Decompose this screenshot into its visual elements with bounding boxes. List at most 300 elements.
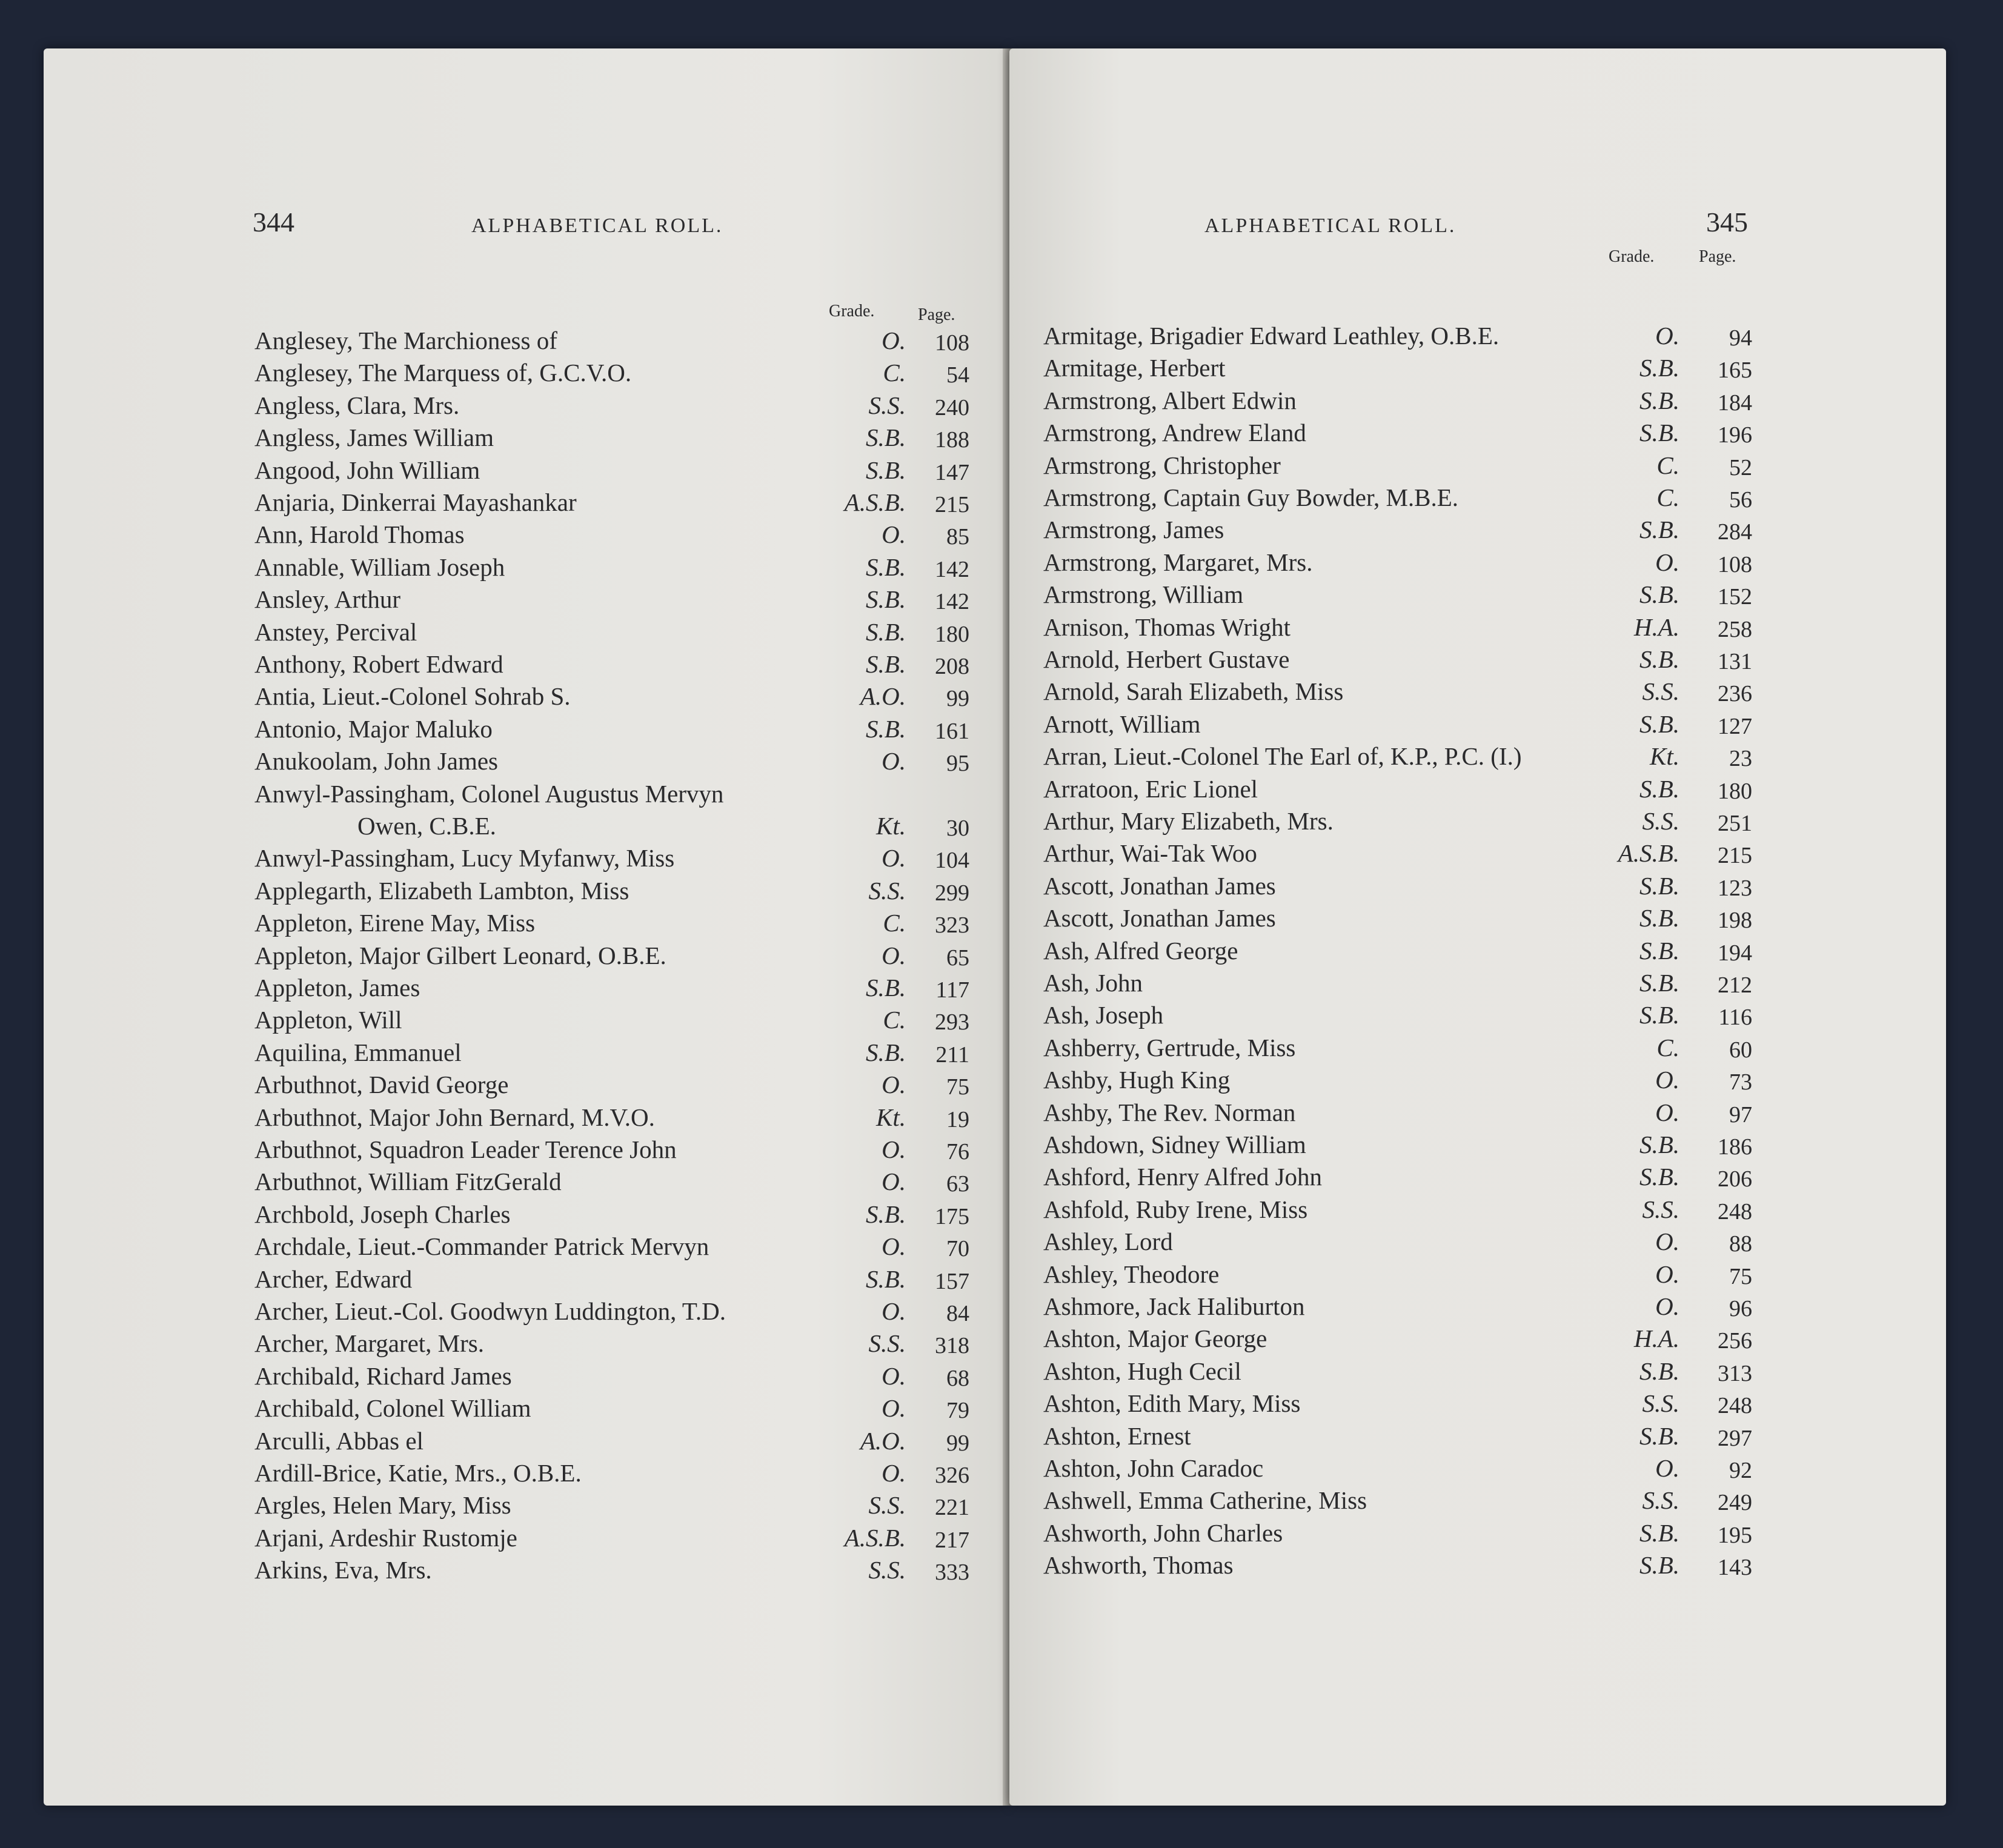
entry-name: Aquilina, Emmanuel: [254, 1038, 462, 1066]
list-item: [1043, 418, 1752, 450]
entry-page: 211: [935, 1042, 969, 1068]
entry-name: Arbuthnot, Squadron Leader Terence John: [254, 1135, 677, 1163]
entry-name: Ashton, John Caradoc: [1043, 1454, 1264, 1482]
entry-name: Ascott, Jonathan James: [1043, 904, 1276, 932]
entry-grade: H.A.: [1633, 1325, 1679, 1353]
entry-grade: S.B.: [1639, 1421, 1679, 1450]
list-item: [1043, 353, 1752, 385]
entry-page: 326: [935, 1463, 969, 1488]
entry-grade: O.: [882, 1071, 906, 1099]
entry-grade: S.B.: [1639, 580, 1679, 609]
entry-page: 196: [1718, 422, 1752, 448]
list-item: [254, 650, 969, 682]
entry-name: Ansley, Arthur: [254, 585, 401, 614]
entry-page: 142: [935, 589, 969, 615]
entry-name: Anthony, Robert Edward: [254, 650, 503, 678]
entry-grade: O.: [882, 747, 906, 776]
entry-name: Ashley, Lord: [1043, 1228, 1173, 1256]
entry-name: Arnison, Thomas Wright: [1043, 613, 1290, 641]
list-item: [254, 876, 969, 908]
entry-name: Armstrong, Andrew Eland: [1043, 419, 1306, 447]
entry-page: 143: [1718, 1555, 1752, 1581]
entry-page: 180: [1718, 778, 1752, 804]
entry-name: Ashton, Hugh Cecil: [1043, 1357, 1241, 1385]
entry-page: 99: [946, 686, 969, 712]
list-item: [254, 358, 969, 390]
entry-page: 194: [1718, 940, 1752, 966]
list-item: [1043, 548, 1752, 580]
entry-grade: A.O.: [860, 682, 906, 711]
entry-grade: S.S.: [868, 391, 906, 419]
entry-grade: O.: [1655, 1292, 1679, 1320]
entry-name: Archer, Edward: [254, 1265, 413, 1293]
list-item: [254, 1491, 969, 1523]
list-item: [1043, 1033, 1752, 1065]
list-item: [1043, 1098, 1752, 1130]
left-header: [44, 207, 1008, 247]
entry-grade: S.B.: [1639, 904, 1679, 932]
entry-grade: S.B.: [1639, 516, 1679, 544]
entry-page: 60: [1729, 1037, 1752, 1063]
entry-name: Ashford, Henry Alfred John: [1043, 1163, 1323, 1191]
entry-grade: C.: [883, 909, 906, 937]
entry-grade: S.B.: [865, 1038, 906, 1066]
entry-name: Archibald, Richard James: [254, 1361, 512, 1390]
right-page: [1009, 48, 1946, 1806]
list-item: [1043, 1260, 1752, 1292]
entry-grade: O.: [882, 941, 906, 969]
list-item: [1043, 515, 1752, 547]
entry-name: Anglesey, The Marchioness of: [254, 327, 557, 354]
list-item: [254, 1458, 969, 1491]
entry-grade: S.B.: [865, 553, 906, 581]
entry-page: 147: [935, 459, 969, 485]
entry-grade: S.S.: [1642, 807, 1679, 835]
list-item: [254, 553, 969, 585]
list-item: [1043, 1389, 1752, 1421]
list-item: [254, 1555, 969, 1587]
entry-page: 297: [1718, 1425, 1752, 1451]
entry-page: 152: [1718, 584, 1752, 610]
entry-grade: C.: [1656, 484, 1679, 511]
entry-page: 123: [1718, 875, 1752, 901]
list-item: [254, 908, 969, 940]
entry-grade: A.S.B.: [844, 1523, 906, 1552]
entry-grade: Kt.: [876, 812, 906, 840]
entry-name: Antia, Lieut.-Colonel Sohrab S.: [254, 682, 571, 711]
entry-grade: Kt.: [876, 1103, 906, 1131]
running-head: ALPHABETICAL ROLL.: [1204, 214, 1457, 237]
entry-grade: S.S.: [1642, 1195, 1679, 1223]
entry-grade: S.S.: [1642, 1486, 1679, 1515]
entry-page: 180: [935, 621, 969, 647]
entry-grade: S.B.: [1639, 645, 1679, 673]
entry-name: Armstrong, Margaret, Mrs.: [1043, 548, 1313, 576]
entry-grade: S.S.: [1642, 1389, 1679, 1418]
entry-grade: O.: [882, 844, 906, 872]
entry-name: Ash, Alfred George: [1043, 936, 1238, 965]
entry-page: 215: [935, 492, 969, 517]
page-column-header: Page.: [918, 305, 955, 324]
entry-name: Arbuthnot, Major John Bernard, M.V.O.: [254, 1103, 655, 1131]
entry-grade: S.B.: [865, 617, 906, 646]
list-item: [1043, 1486, 1752, 1518]
list-item: [1043, 321, 1752, 353]
list-item: [1043, 580, 1752, 612]
entry-grade: S.S.: [868, 1329, 906, 1358]
entry-grade: Kt.: [1650, 742, 1679, 771]
entry-page: 208: [935, 654, 969, 679]
list-item: [1043, 1551, 1752, 1583]
running-head: ALPHABETICAL ROLL.: [471, 214, 723, 237]
entry-page: 184: [1718, 390, 1752, 416]
list-item: [1043, 386, 1752, 418]
entry-name: Ashby, The Rev. Norman: [1043, 1098, 1296, 1126]
entry-grade: S.B.: [865, 714, 906, 743]
entry-grade: O.: [1655, 548, 1679, 576]
list-item: [254, 941, 969, 973]
entry-page: 95: [946, 751, 969, 777]
entry-name: Anjaria, Dinkerrai Mayashankar: [254, 488, 577, 516]
entry-name: Ashworth, Thomas: [1043, 1551, 1234, 1580]
entry-grade: S.B.: [865, 974, 906, 1002]
entry-page: 54: [946, 362, 969, 388]
list-item: [1043, 903, 1752, 936]
list-item: [254, 1103, 969, 1135]
entry-page: 258: [1718, 616, 1752, 642]
entry-grade: O.: [882, 1232, 906, 1261]
entry-grade: S.B.: [1639, 1131, 1679, 1158]
entry-name: Ardill-Brice, Katie, Mrs., O.B.E.: [254, 1459, 582, 1487]
entry-page: 65: [946, 945, 969, 971]
entry-name: Appleton, Major Gilbert Leonard, O.B.E.: [254, 941, 666, 969]
entry-grade: O.: [882, 1361, 906, 1390]
entry-grade: O.: [1655, 1066, 1679, 1094]
list-item: [1043, 483, 1752, 515]
entry-page: 217: [935, 1527, 969, 1553]
entry-grade: A.S.B.: [1618, 839, 1679, 868]
entry-name: Anwyl-Passingham, Colonel Augustus Mervyn: [254, 779, 724, 808]
list-item: [254, 1005, 969, 1037]
entry-page: 221: [935, 1495, 969, 1521]
entry-grade: A.S.B.: [844, 488, 906, 516]
entry-grade: S.B.: [1639, 1551, 1679, 1580]
list-item: [254, 488, 969, 520]
entry-grade: S.S.: [1642, 677, 1679, 706]
page-column-header: Page.: [1699, 247, 1736, 266]
list-item: [254, 456, 969, 488]
entry-grade: S.B.: [865, 456, 906, 484]
entry-grade: S.B.: [865, 585, 906, 614]
list-item: [1043, 871, 1752, 903]
entry-page: 195: [1718, 1522, 1752, 1548]
entry-page: 240: [935, 394, 969, 420]
entry-grade: S.B.: [1639, 1357, 1679, 1385]
grade-column-header: Grade.: [829, 302, 875, 321]
list-item: [254, 1135, 969, 1167]
list-item: [254, 973, 969, 1005]
entry-page: 299: [935, 880, 969, 906]
entry-name: Arran, Lieut.-Colonel The Earl of, K.P., P.C. (I.): [1043, 742, 1522, 771]
entry-page: 127: [1718, 713, 1752, 739]
entry-page: 92: [1729, 1458, 1752, 1483]
entry-page: 85: [946, 524, 969, 550]
entry-name: Angood, John William: [254, 456, 480, 484]
entry-name: Appleton, James: [254, 974, 420, 1002]
entry-name: Arbuthnot, David George: [254, 1071, 509, 1099]
entry-page: 165: [1718, 357, 1752, 384]
entry-name: Angless, James William: [254, 424, 494, 452]
entry-grade: O.: [882, 1459, 906, 1487]
list-item: [1043, 1000, 1752, 1032]
list-item: [254, 1070, 969, 1102]
entry-page: 52: [1729, 454, 1752, 480]
list-item: [1043, 645, 1752, 677]
list-item: [254, 391, 969, 423]
entry-page: 131: [1718, 649, 1752, 674]
entry-grade: H.A.: [1633, 613, 1679, 641]
entry-name: Applegarth, Elizabeth Lambton, Miss: [254, 876, 629, 905]
left-page: [44, 48, 1008, 1806]
entry-name: Arculli, Abbas el: [254, 1426, 424, 1455]
entry-grade: S.B.: [1639, 419, 1679, 447]
entry-name: Angless, Clara, Mrs.: [254, 391, 460, 419]
entry-page: 68: [946, 1365, 969, 1391]
list-item: [254, 779, 969, 811]
entry-name: Arbuthnot, William FitzGerald: [254, 1168, 562, 1196]
entry-page: 73: [1729, 1069, 1752, 1095]
entry-grade: A.O.: [860, 1426, 906, 1455]
entry-grade: O.: [1655, 1228, 1679, 1256]
list-item: [1043, 968, 1752, 1000]
entry-grade: O.: [882, 520, 906, 549]
entry-grade: S.S.: [868, 876, 906, 905]
entry-page: 142: [935, 556, 969, 582]
entry-grade: O.: [1655, 1260, 1679, 1288]
entry-name: Ashfold, Ruby Irene, Miss: [1043, 1195, 1308, 1223]
right-header: [1009, 207, 1946, 247]
entry-page: 188: [935, 427, 969, 453]
list-item: [254, 520, 969, 552]
entry-name: Archbold, Joseph Charles: [254, 1200, 511, 1228]
entry-page: 76: [946, 1139, 969, 1165]
entry-name: Armstrong, William: [1043, 580, 1244, 609]
entry-page: 236: [1718, 681, 1752, 707]
entry-name: Armitage, Brigadier Edward Leathley, O.B.E.: [1043, 322, 1500, 350]
list-item: [1043, 1162, 1752, 1194]
entry-page: 175: [935, 1203, 969, 1229]
entry-name: Argles, Helen Mary, Miss: [254, 1491, 511, 1520]
entry-name: Archer, Margaret, Mrs.: [254, 1329, 484, 1358]
entry-page: 333: [935, 1560, 969, 1586]
entry-page: 56: [1729, 487, 1752, 513]
list-item: [254, 1523, 969, 1555]
entry-grade: S.B.: [865, 1200, 906, 1228]
entry-page: 249: [1718, 1490, 1752, 1516]
list-item: [254, 423, 969, 455]
list-item: [1043, 710, 1752, 742]
entry-grade: C.: [883, 359, 906, 387]
entry-grade: S.B.: [1639, 936, 1679, 965]
list-item: [254, 1361, 969, 1394]
entry-name: Archibald, Colonel William: [254, 1394, 531, 1423]
entry-page: 313: [1718, 1360, 1752, 1386]
entry-page: 63: [946, 1171, 969, 1197]
entry-name: Ashwell, Emma Catherine, Miss: [1043, 1486, 1367, 1515]
list-item: [254, 811, 969, 843]
entry-grade: S.B.: [1639, 710, 1679, 738]
list-item: [254, 1394, 969, 1426]
entry-page: 104: [935, 848, 969, 874]
entry-name: Ascott, Jonathan James: [1043, 871, 1276, 900]
entry-grade: O.: [1655, 1098, 1679, 1126]
entry-grade: O.: [1655, 322, 1679, 350]
entry-grade: S.B.: [1639, 1518, 1679, 1547]
entry-page: 99: [946, 1430, 969, 1456]
entry-page: 108: [1718, 551, 1752, 577]
list-item: [254, 746, 969, 779]
entry-page: 256: [1718, 1328, 1752, 1354]
entry-name: Anukoolam, John James: [254, 747, 498, 776]
page-number: 345: [1706, 207, 1748, 238]
list-item: [254, 1038, 969, 1070]
entry-grade: O.: [882, 1135, 906, 1163]
entry-page: 88: [1729, 1231, 1752, 1257]
entry-name: Ashmore, Jack Haliburton: [1043, 1292, 1305, 1320]
list-item: [1043, 774, 1752, 806]
entry-name: Arthur, Mary Elizabeth, Mrs.: [1043, 807, 1334, 835]
entry-grade: O.: [882, 327, 906, 354]
entry-name: Ashberry, Gertrude, Miss: [1043, 1033, 1296, 1062]
entry-name: Arkins, Eva, Mrs.: [254, 1556, 432, 1584]
list-item: [1043, 1065, 1752, 1097]
list-item: [254, 1426, 969, 1458]
entry-page: 206: [1718, 1166, 1752, 1192]
entry-grade: S.B.: [1639, 386, 1679, 414]
list-item: [1043, 1130, 1752, 1162]
entry-name: Anwyl-Passingham, Lucy Myfanwy, Miss: [254, 844, 675, 872]
list-item: [1043, 1324, 1752, 1356]
entry-name: Arjani, Ardeshir Rustomje: [254, 1523, 517, 1552]
entry-name: Anstey, Percival: [254, 617, 417, 646]
list-item: [1043, 613, 1752, 645]
entry-page: 84: [946, 1301, 969, 1326]
entry-grade: S.B.: [1639, 774, 1679, 803]
entry-name: Arratoon, Eric Lionel: [1043, 774, 1258, 803]
entry-page: 70: [946, 1236, 969, 1262]
entry-name: Appleton, Will: [254, 1006, 402, 1034]
entry-page: 198: [1718, 908, 1752, 934]
entry-grade: S.B.: [865, 1265, 906, 1293]
entry-name: Ashworth, John Charles: [1043, 1518, 1283, 1547]
entry-grade: S.B.: [865, 424, 906, 452]
list-item: [1043, 1227, 1752, 1259]
list-item: [254, 326, 969, 358]
entry-page: 96: [1729, 1296, 1752, 1321]
grade-column-header: Grade.: [1609, 247, 1655, 266]
entry-name: Armstrong, Albert Edwin: [1043, 386, 1297, 414]
entry-page: 251: [1718, 811, 1752, 836]
list-item: [254, 1265, 969, 1297]
entry-page: 248: [1718, 1393, 1752, 1419]
entry-page: 97: [1729, 1102, 1752, 1128]
entry-grade: O.: [882, 1297, 906, 1325]
entry-grade: S.B.: [1639, 354, 1679, 382]
entry-grade: O.: [1655, 1454, 1679, 1482]
list-item: [1043, 742, 1752, 774]
entry-page: 116: [1718, 1005, 1752, 1031]
entry-grade: S.S.: [868, 1556, 906, 1584]
entry-name: Ash, John: [1043, 969, 1143, 997]
list-item: [1043, 1195, 1752, 1227]
list-item: [254, 1167, 969, 1199]
entry-page: 157: [935, 1268, 969, 1294]
entry-name: Ashby, Hugh King: [1043, 1066, 1231, 1094]
entry-page: 117: [935, 977, 969, 1003]
entry-grade: S.B.: [865, 650, 906, 678]
entry-name: Arnold, Sarah Elizabeth, Miss: [1043, 677, 1344, 706]
entry-name: Ashton, Major George: [1043, 1325, 1267, 1353]
entry-name: Ann, Harold Thomas: [254, 520, 465, 549]
entry-grade: C.: [1656, 1033, 1679, 1062]
entry-name: Ashton, Ernest: [1043, 1421, 1191, 1450]
entry-page: 318: [935, 1333, 969, 1359]
entry-name: Armstrong, Christopher: [1043, 451, 1281, 479]
entry-page: 284: [1718, 519, 1752, 545]
entry-name: Ash, Joseph: [1043, 1001, 1164, 1029]
entry-page: 79: [946, 1398, 969, 1424]
list-item: [254, 1297, 969, 1329]
list-item: [254, 714, 969, 746]
list-item: [254, 1329, 969, 1361]
entry-page: 212: [1718, 972, 1752, 998]
entry-page: 94: [1729, 325, 1752, 351]
entry-grade: C.: [883, 1006, 906, 1034]
entry-name: Annable, William Joseph: [254, 553, 505, 581]
list-item: [254, 843, 969, 876]
entry-name: Ashton, Edith Mary, Miss: [1043, 1389, 1301, 1418]
list-item: [1043, 451, 1752, 483]
entry-page: 161: [935, 718, 969, 744]
list-item: [1043, 1292, 1752, 1324]
entry-name: Anglesey, The Marquess of, G.C.V.O.: [254, 359, 632, 387]
entry-name: Archdale, Lieut.-Commander Patrick Mervyn: [254, 1232, 709, 1261]
entry-name: Antonio, Major Maluko: [254, 714, 493, 743]
list-item: [254, 617, 969, 650]
entry-page: 108: [935, 330, 969, 356]
entry-grade: O.: [882, 1168, 906, 1196]
entry-page: 323: [935, 912, 969, 939]
list-item: [1043, 1454, 1752, 1486]
entry-page: 186: [1718, 1134, 1752, 1160]
entry-name: Archer, Lieut.-Col. Goodwyn Luddington, T.D.: [254, 1297, 726, 1325]
list-item: [1043, 1357, 1752, 1389]
entry-grade: C.: [1656, 451, 1679, 479]
list-item: [254, 1232, 969, 1264]
entry-page: 75: [1729, 1263, 1752, 1289]
list-item: [1043, 1421, 1752, 1454]
list-item: [1043, 677, 1752, 709]
list-item: [254, 1200, 969, 1232]
entry-grade: S.S.: [868, 1491, 906, 1520]
entry-page: 248: [1718, 1198, 1752, 1225]
entry-page: 215: [1718, 843, 1752, 869]
page-number: 344: [253, 207, 294, 238]
entry-name: Arthur, Wai-Tak Woo: [1043, 839, 1257, 868]
entry-page: 23: [1729, 746, 1752, 772]
entry-grade: O.: [882, 1394, 906, 1423]
entry-name: Ashdown, Sidney William: [1043, 1131, 1306, 1158]
